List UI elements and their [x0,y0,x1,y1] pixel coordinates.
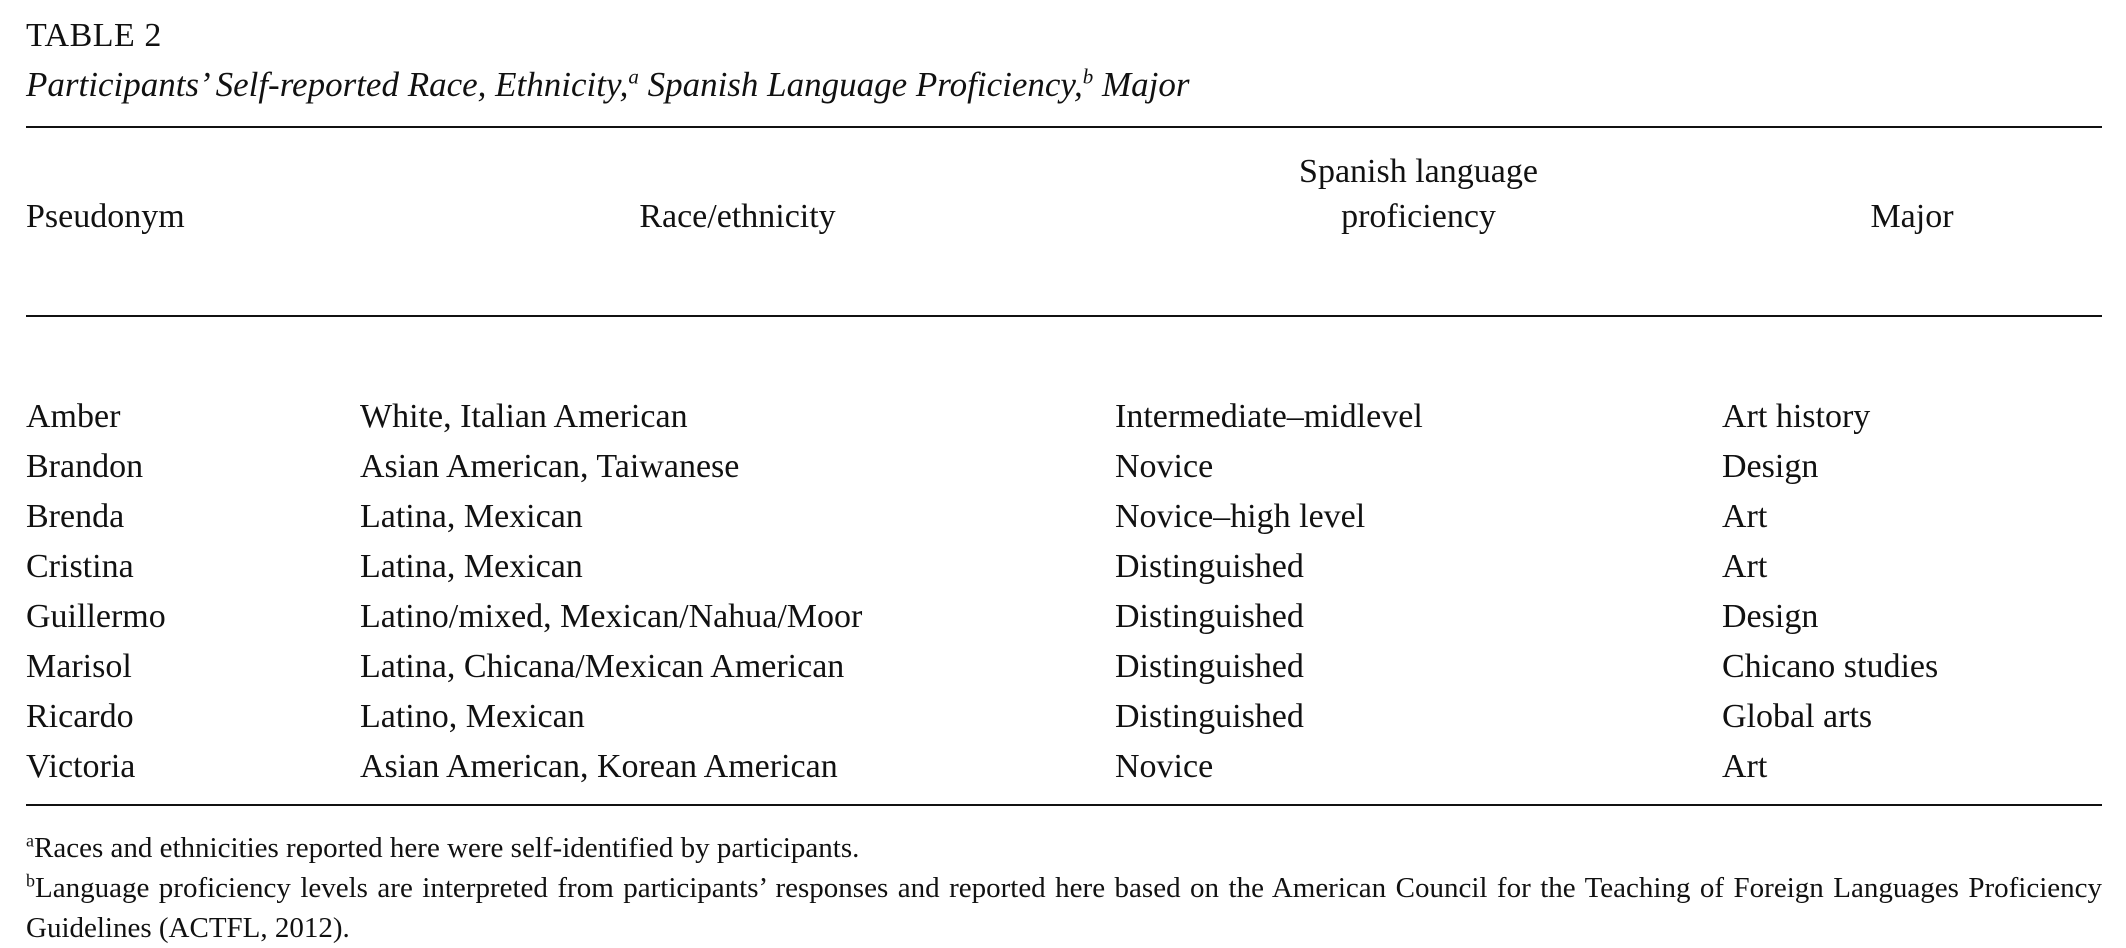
header-spanish-line-2: proficiency [1341,198,1496,235]
table-title-part-3: Major [1093,65,1190,104]
cell-pseudonym: Ricardo [26,698,134,735]
table-label: TABLE 2 [26,17,162,54]
table-title [26,62,2102,108]
cell-spanish: Distinguished [1115,698,1304,735]
cell-spanish: Distinguished [1115,548,1304,585]
header-row [26,128,2102,253]
cell-pseudonym: Brandon [26,448,144,485]
cell-spanish: Novice–high level [1115,498,1366,535]
footnote-a-marker: a [26,830,34,851]
cell-race: Asian American, Taiwanese [360,448,740,485]
footnote-b-marker: b [26,870,35,891]
cell-race: Latino, Mexican [360,698,585,735]
cell-spanish: Distinguished [1115,598,1304,635]
cell-pseudonym: Amber [26,398,121,435]
footnote-a-text: Races and ethnicities reported here were self-identified by participants. [34,832,860,864]
table-bottom-rule [26,804,2102,806]
cell-pseudonym: Marisol [26,648,132,685]
header-race-ethnicity: Race/ethnicity [639,198,836,235]
participants-table [26,128,2102,804]
cell-major: Chicano studies [1722,648,1939,685]
header-major: Major [1870,198,1954,235]
table-row [26,642,2102,692]
cell-spanish: Intermediate–midlevel [1115,398,1423,435]
cell-major: Design [1722,448,1819,485]
cell-race: White, Italian American [360,398,688,435]
cell-major: Global arts [1722,698,1873,735]
cell-major: Design [1722,598,1819,635]
title-footnote-marker-a: a [628,64,639,89]
header-spanish-line-1: Spanish language [1299,153,1538,190]
document-page [26,12,2102,948]
header-spanish-proficiency [1115,128,1722,253]
table-title-part-2: Spanish Language Proficiency, [638,65,1083,104]
cell-race: Latina, Mexican [360,498,583,535]
table-row [26,692,2102,742]
table-row [26,742,2102,804]
table-header [26,128,2102,378]
cell-pseudonym: Victoria [26,748,136,785]
cell-major: Art [1722,498,1768,535]
table-row [26,592,2102,642]
table-title-part-1: Participants’ Self-reported Race, Ethnicity, [26,65,629,104]
footnote-b-text: Language proficiency levels are interpreted from participants’ responses and reported here based on the American Council for the Teaching of Foreign Languages Proficiency Guidelines (ACTFL, 2012). [26,872,2102,944]
table-row [26,492,2102,542]
title-footnote-marker-b: b [1082,64,1094,89]
cell-race: Latina, Mexican [360,548,583,585]
cell-major: Art [1722,748,1768,785]
header-pseudonym: Pseudonym [26,198,185,235]
cell-race: Latino/mixed, Mexican/Nahua/Moor [360,598,863,635]
cell-pseudonym: Brenda [26,498,125,535]
table-row [26,542,2102,592]
footnote-a [26,828,2102,868]
cell-spanish: Novice [1115,448,1214,485]
table-notes [26,828,2102,948]
table-row [26,378,2102,442]
cell-spanish: Distinguished [1115,648,1304,685]
cell-major: Art [1722,548,1768,585]
cell-race: Asian American, Korean American [360,748,838,785]
cell-spanish: Novice [1115,748,1214,785]
footnote-b [26,868,2102,948]
cell-race: Latina, Chicana/Mexican American [360,648,845,685]
cell-major: Art history [1722,398,1871,435]
table-header-rule [26,315,2102,317]
cell-pseudonym: Guillermo [26,598,166,635]
table-row [26,442,2102,492]
table-body [26,378,2102,804]
cell-pseudonym: Cristina [26,548,134,585]
